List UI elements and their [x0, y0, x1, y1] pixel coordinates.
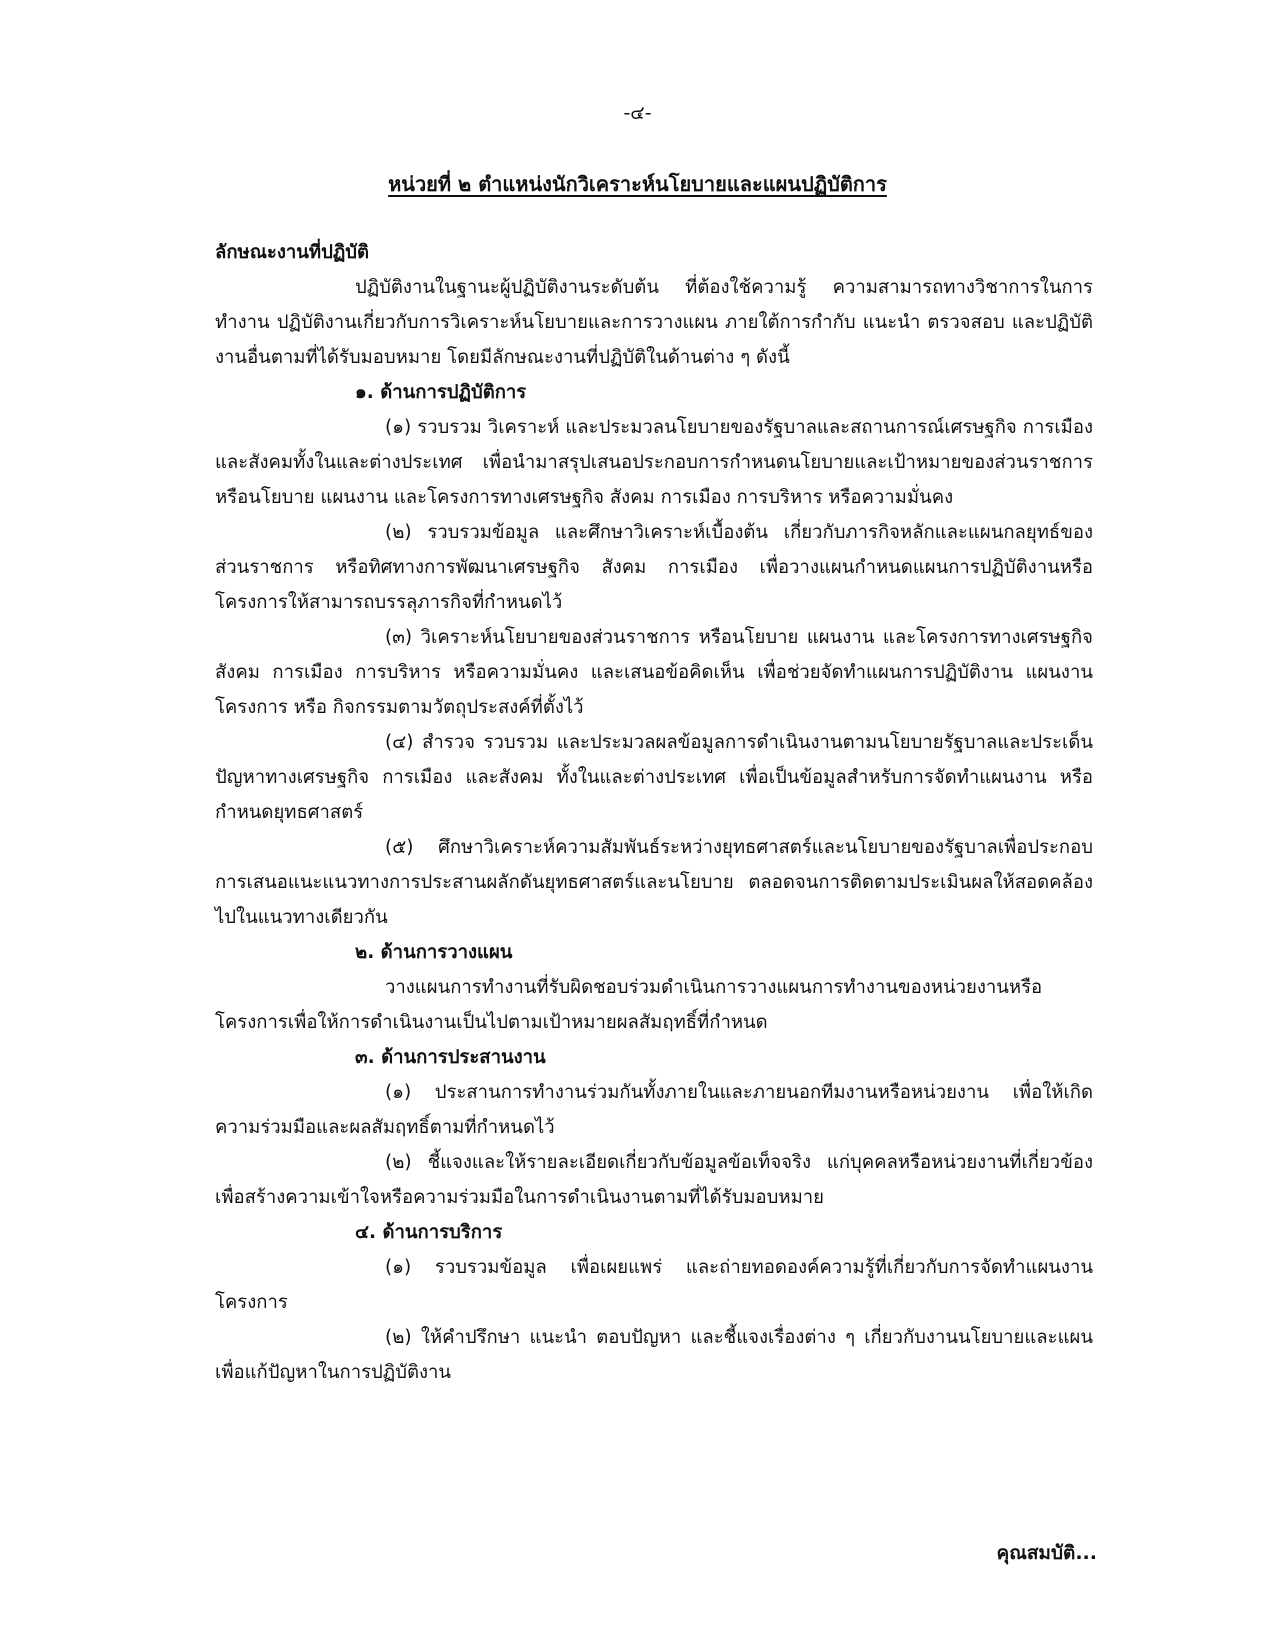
section-item: (๓) วิเคราะห์นโยบายของส่วนราชการ หรือนโยบาย แผนงาน และโครงการทางเศรษฐกิจ สังคม การเมือง การบริหาร หรือความมั่นคง และเสนอข้อคิดเห็น เพื่อช่วยจัดทำแผนการปฏิบัติงาน แผนงาน โครงการ หรือ กิจกรรมตามวัตถุประสงค์ที่ตั้งไว้ — [215, 627, 1093, 718]
section-item: (๒) ให้คำปรึกษา แนะนำ ตอบปัญหา และชี้แจงเรื่องต่าง ๆ เกี่ยวกับงานนโยบายและแผนเพื่อแก้ปัญหาในการปฏิบัติงาน — [215, 1327, 1093, 1383]
continuation-marker: คุณสมบัติ... — [996, 1542, 1097, 1564]
job-description-heading: ลักษณะงานที่ปฏิบัติ — [215, 242, 370, 263]
page-title: หน่วยที่ ๒ ตำแหน่งนักวิเคราะห์นโยบายและแผนปฏิบัติการ — [388, 172, 887, 196]
section-item: (๒) ชี้แจงและให้รายละเอียดเกี่ยวกับข้อมูลข้อเท็จจริง แก่บุคคลหรือหน่วยงานที่เกี่ยวข้อง เพื่อสร้างความเข้าใจหรือความร่วมมือในการดำเนินงานตามที่ได้รับมอบหมาย — [215, 1152, 1093, 1208]
section-heading-coordination: ๓. ด้านการประสานงาน — [355, 1047, 546, 1068]
document-body — [215, 235, 1093, 1390]
section-item: (๕) ศึกษาวิเคราะห์ความสัมพันธ์ระหว่างยุทธศาสตร์และนโยบายของรัฐบาลเพื่อประกอบการเสนอแนะแนวทางการประสานผลักดันยุทธศาสตร์และนโยบาย ตลอดจนการติดตามประเมินผลให้สอดคล้องไปในแนวทางเดียวกัน — [215, 837, 1093, 928]
section-item: (๔) สำรวจ รวบรวม และประมวลผลข้อมูลการดำเนินงานตามนโยบายรัฐบาลและประเด็นปัญหาทางเศรษฐกิจ การเมือง และสังคม ทั้งในและต่างประเทศ เพื่อเป็นข้อมูลสำหรับการจัดทำแผนงาน หรือกำหนดยุทธศาสตร์ — [215, 732, 1093, 823]
section-item: (๑) ประสานการทำงานร่วมกันทั้งภายในและภายนอกทีมงานหรือหน่วยงาน เพื่อให้เกิดความร่วมมือและผลสัมฤทธิ์ตามที่กำหนดไว้ — [215, 1082, 1093, 1138]
section-item: (๒) รวบรวมข้อมูล และศึกษาวิเคราะห์เบื้องต้น เกี่ยวกับภารกิจหลักและแผนกลยุทธ์ของส่วนราชการ หรือทิศทางการพัฒนาเศรษฐกิจ สังคม การเมือง เพื่อวางแผนกำหนดแผนการปฏิบัติงานหรือโครงการให้สามารถบรรลุภารกิจที่กำหนดไว้ — [215, 522, 1093, 613]
section-heading-planning: ๒. ด้านการวางแผน — [355, 942, 513, 963]
section-item: (๑) รวบรวมข้อมูล เพื่อเผยแพร่ และถ่ายทอดองค์ความรู้ที่เกี่ยวกับการจัดทำแผนงาน โครงการ — [215, 1257, 1093, 1313]
section-item: วางแผนการทำงานที่รับผิดชอบร่วมดำเนินการวางแผนการทำงานของหน่วยงานหรือโครงการเพื่อให้การดำเนินงานเป็นไปตามเป้าหมายผลสัมฤทธิ์ที่กำหนด — [215, 977, 1043, 1033]
page-number: -๔- — [623, 102, 652, 124]
section-item: (๑) รวบรวม วิเคราะห์ และประมวลนโยบายของรัฐบาลและสถานการณ์เศรษฐกิจ การเมือง และสังคมทั้งในและต่างประเทศ เพื่อนำมาสรุปเสนอประกอบการกำหนดนโยบายและเป้าหมายของส่วนราชการ หรือนโยบาย แผนงาน และโครงการทางเศรษฐกิจ สังคม การเมือง การบริหาร หรือความมั่นคง — [215, 417, 1093, 508]
section-heading-operations: ๑. ด้านการปฏิบัติการ — [355, 382, 527, 403]
job-description-intro: ปฏิบัติงานในฐานะผู้ปฏิบัติงานระดับต้น ที่ต้องใช้ความรู้ ความสามารถทางวิชาการในการทำงาน ปฏิบัติงานเกี่ยวกับการวิเคราะห์นโยบายและการวางแผน ภายใต้การกำกับ แนะนำ ตรวจสอบ และปฏิบัติงานอื่นตามที่ได้รับมอบหมาย โดยมีลักษณะงานที่ปฏิบัติในด้านต่าง ๆ ดังนี้ — [215, 277, 1093, 368]
section-heading-service: ๔. ด้านการบริการ — [355, 1222, 503, 1243]
